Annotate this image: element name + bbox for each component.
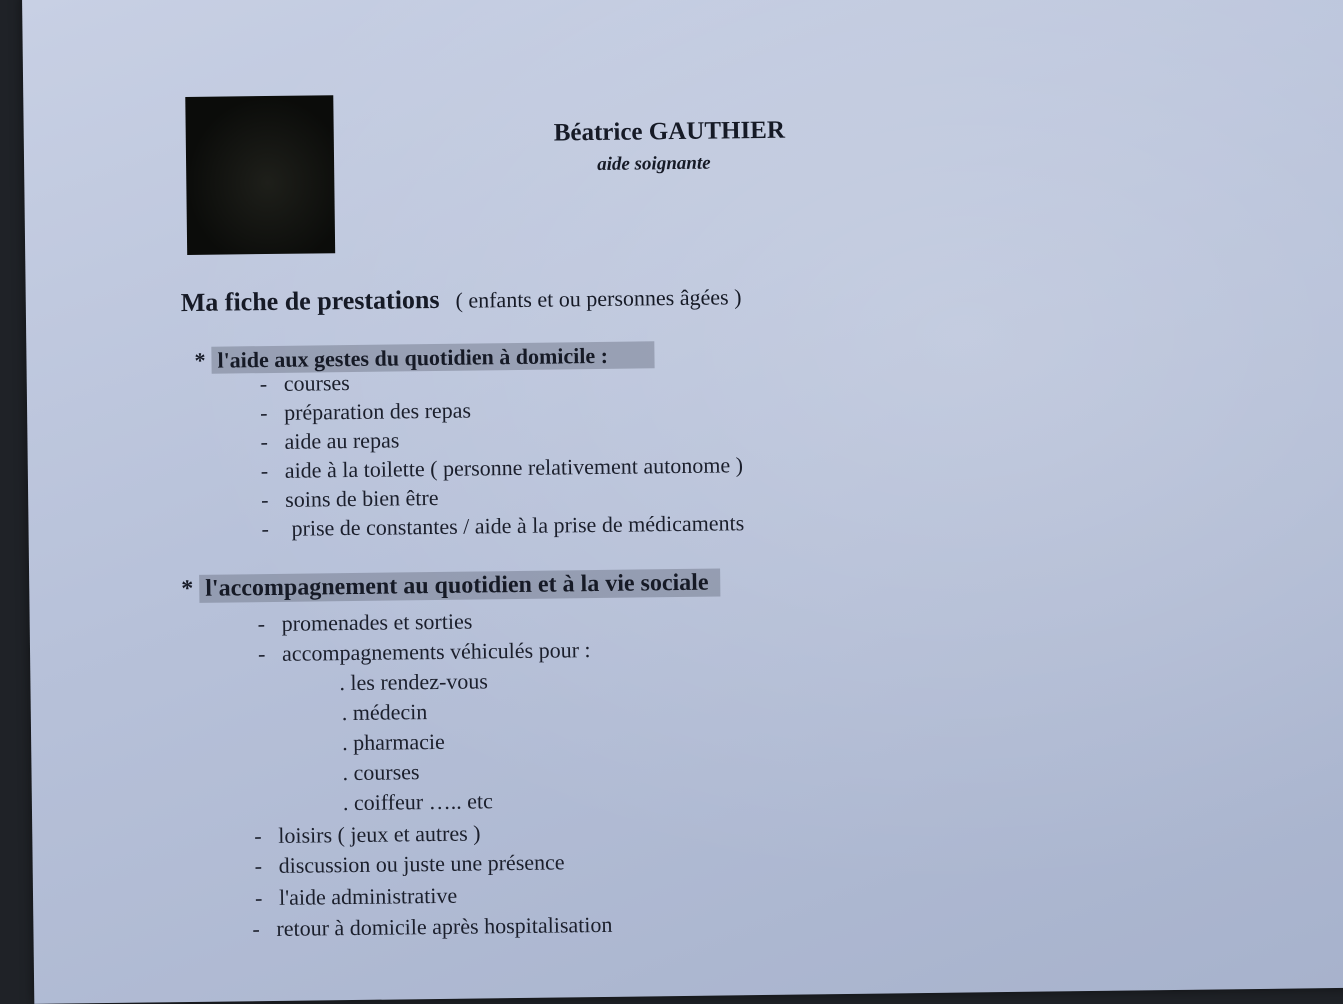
list-item [254,820,481,849]
sub-list-item-text: médecin [352,699,428,726]
title-main: Ma fiche de prestations [180,284,440,318]
document-page [22,0,1343,1004]
bullet-star: * [194,347,206,373]
list-item-text: promenades et sorties [281,608,473,636]
list-item [258,637,591,667]
list-item [261,485,439,513]
list-item-text: accompagnements véhiculés pour : [281,637,591,666]
dash: - [254,885,263,911]
list-item [255,883,457,911]
sub-list-item-text: coiffeur ….. etc [353,788,493,816]
list-item [261,510,744,542]
dash: - [254,823,262,849]
dash: - [257,641,266,667]
section-heading-text: l'aide aux gestes du quotidien à domicile : [211,341,654,373]
dot: . [342,730,348,756]
list-item-text: prise de constantes / aide à la prise de médicaments [291,510,745,541]
dot: . [339,670,346,696]
list-item-text: discussion ou juste une présence [278,849,565,878]
sub-list-item [342,729,445,756]
dash: - [252,916,260,942]
dash: - [259,371,268,397]
list-item-text: loisirs ( jeux et autres ) [278,820,481,848]
person-role: aide soignante [596,152,711,175]
list-item [258,609,473,638]
document-title [181,281,742,318]
sub-list-item-text: les rendez-vous [350,668,489,696]
list-item-text: aide au repas [284,427,400,454]
title-sub: ( enfants et ou personnes âgées ) [455,284,742,313]
dash: - [260,458,269,484]
section-heading-daily-help [194,342,654,374]
list-item-text: aide à la toilette ( personne relativement autonome ) [284,452,744,483]
dash: - [257,611,266,637]
sub-list-item [342,759,419,786]
dot: . [342,760,349,786]
list-item [260,370,350,397]
sub-list-item [343,788,493,816]
dot: . [341,700,348,726]
dash: - [261,516,270,542]
list-item [260,427,399,455]
dash: - [261,487,269,513]
sub-list-item [342,699,428,726]
sub-list-item-text: pharmacie [353,728,445,756]
list-item [255,849,565,879]
section-heading-social-support [181,570,721,604]
sub-list-item [339,668,488,696]
bullet-star: * [181,575,194,603]
list-item-text: préparation des repas [283,397,472,425]
list-item [261,452,743,484]
list-item-text: courses [283,370,350,396]
list-item [260,398,471,427]
dot: . [342,790,349,816]
list-item-text: l'aide administrative [278,882,458,910]
dash: - [254,853,263,879]
list-item-text: retour à domicile après hospitalisation [276,911,613,941]
person-name: Béatrice GAUTHIER [553,116,786,147]
sub-list-item-text: courses [353,759,420,786]
section-heading-text: l'accompagnement au quotidien et à la vie sociale [199,569,721,603]
dash: - [259,400,268,426]
dash: - [260,429,268,455]
profile-photo [185,95,335,255]
list-item [252,912,612,942]
list-item-text: soins de bien être [285,484,439,512]
